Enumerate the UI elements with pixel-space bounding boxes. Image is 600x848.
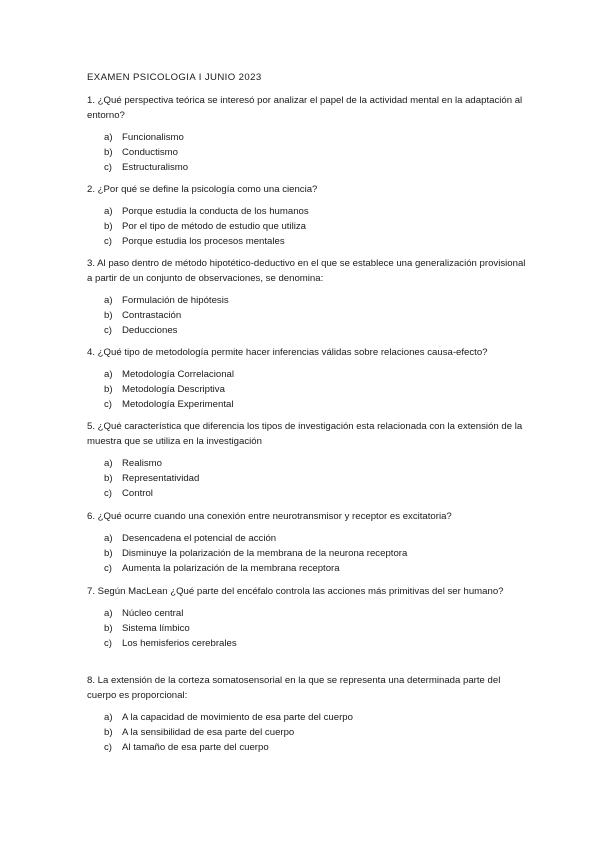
- option-c: c) Al tamaño de esa parte del cuerpo: [104, 742, 269, 753]
- question-2: [87, 182, 527, 249]
- question-7: [87, 584, 527, 651]
- option-b: b) Disminuye la polarización de la membrana de la neurona receptora: [104, 548, 408, 559]
- question-8: [87, 673, 527, 755]
- option-a: a) Metodología Correlacional: [104, 369, 234, 380]
- option-b: b) Contrastación: [104, 310, 182, 321]
- question-text: 6. ¿Qué ocurre cuando una conexión entre neurotransmisor y receptor es excitatoria?: [87, 511, 452, 522]
- option-c: c) Control: [104, 488, 153, 499]
- option-a: a) Formulación de hipótesis: [104, 295, 229, 306]
- question-text: 7. Según MacLean ¿Qué parte del encéfalo controla las acciones más primitivas del ser humano?: [87, 586, 504, 597]
- option-b: b) A la sensibilidad de esa parte del cuerpo: [104, 727, 295, 738]
- option-c: c) Estructuralismo: [104, 162, 189, 173]
- option-b: b) Conductismo: [104, 147, 178, 158]
- question-text: 4. ¿Qué tipo de metodología permite hacer inferencias válidas sobre relaciones causa-efecto?: [87, 347, 488, 358]
- option-b: b) Metodología Descriptiva: [104, 384, 225, 395]
- option-a: a) Porque estudia la conducta de los humanos: [104, 206, 309, 217]
- option-c: c) Los hemisferios cerebrales: [104, 638, 237, 649]
- option-a: a) Núcleo central: [104, 608, 184, 619]
- option-a: a) Funcionalismo: [104, 132, 184, 143]
- question-text: 5. ¿Qué característica que diferencia los tipos de investigación esta relacionada con la extensión de la muestra que se utiliza en la investigación: [87, 421, 523, 447]
- option-a: a) Desencadena el potencial de acción: [104, 533, 277, 544]
- question-3: [87, 256, 527, 338]
- option-c: c) Porque estudia los procesos mentales: [104, 236, 285, 247]
- option-a: a) A la capacidad de movimiento de esa parte del cuerpo: [104, 712, 353, 723]
- option-a: a) Realismo: [104, 458, 162, 469]
- option-b: b) Sistema límbico: [104, 623, 190, 634]
- option-c: c) Deducciones: [104, 325, 178, 336]
- question-text: 2. ¿Por qué se define la psicología como una ciencia?: [87, 184, 318, 195]
- question-5: [87, 419, 527, 501]
- exam-title: EXAMEN PSICOLOGIA I JUNIO 2023: [87, 72, 262, 83]
- question-text: 8. La extensión de la corteza somatosensorial en la que se representa una determinada parte del cuerpo es proporcional:: [87, 675, 501, 701]
- question-1: [87, 93, 527, 175]
- question-4: [87, 345, 527, 412]
- option-b: b) Por el tipo de método de estudio que utiliza: [104, 221, 307, 232]
- question-text: 1. ¿Qué perspectiva teórica se interesó por analizar el papel de la actividad mental en la adaptación al entorno?: [87, 95, 523, 121]
- option-c: c) Aumenta la polarización de la membrana receptora: [104, 563, 340, 574]
- option-b: b) Representatividad: [104, 473, 200, 484]
- question-text: 3. Al paso dentro de método hipotético-deductivo en el que se establece una generalización provisional a partir de un conjunto de observaciones, se denomina:: [87, 258, 526, 284]
- option-c: c) Metodología Experimental: [104, 399, 234, 410]
- question-6: [87, 509, 527, 576]
